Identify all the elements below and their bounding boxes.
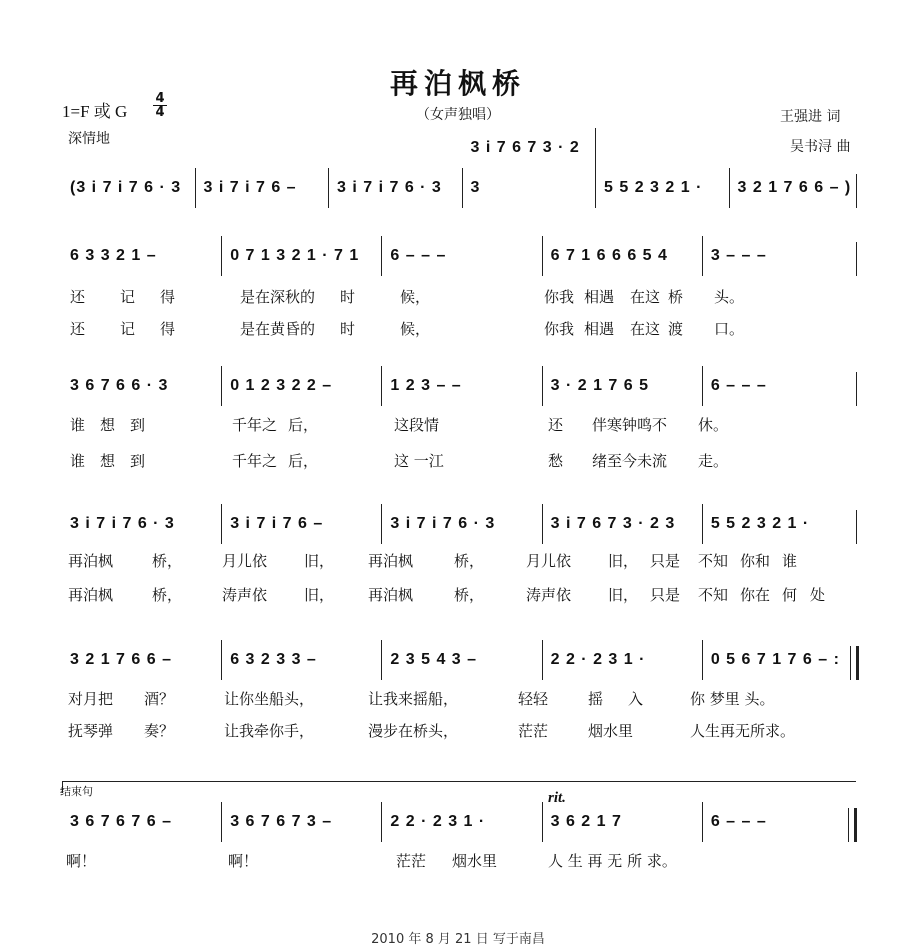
measure: 3 i 7 i 7 6 – — [196, 168, 330, 208]
measure: 5 5 2 3 2 1 · — [596, 168, 730, 208]
lyric: 候， — [400, 288, 431, 306]
lyric: 走。 — [698, 452, 729, 470]
lyrics-verse-2 — [62, 450, 862, 472]
lyric: 烟水里 — [588, 722, 634, 740]
lyrics-verse-2 — [62, 318, 862, 340]
lyric: 旧， — [304, 552, 335, 570]
lyric: 相遇 — [584, 288, 615, 306]
lyricist-credit: 王强进 词 — [780, 109, 841, 125]
lyric: 让我牵你手， — [224, 722, 315, 740]
lyric: 你我 — [544, 320, 575, 338]
lyric: 得 — [160, 320, 176, 338]
lyric: 再泊枫 — [368, 552, 414, 570]
lyric: 旧， — [608, 586, 639, 604]
time-signature-bottom: 4 — [155, 105, 165, 120]
lyric: 还 — [70, 320, 86, 338]
measure: 3 – – – — [710, 247, 767, 264]
measure: (3 i 7 i 7 6 · 3 — [62, 168, 196, 208]
measure: 3 i 7 i 7 6 – — [222, 504, 382, 544]
lyric: 相遇 — [584, 320, 615, 338]
measure: 3 6 7 6 6 · 3 — [62, 366, 222, 406]
barline — [856, 372, 857, 406]
lyric: 绪至今未流 — [592, 452, 668, 470]
lyric: 旧， — [304, 586, 335, 604]
barline — [856, 510, 857, 544]
lyric: 时 — [340, 320, 356, 338]
measure: 0 7 1 3 2 1 · 7 1 — [222, 236, 382, 276]
lyric: 你我 — [544, 288, 575, 306]
lyric: 轻轻 — [518, 690, 549, 708]
time-signature-top: 4 — [153, 92, 167, 106]
measure: 1 2 3 – – — [382, 366, 542, 406]
lyric: 茫茫 — [518, 722, 549, 740]
measure: 3 · 2 1 7 6 5 — [543, 366, 703, 406]
lyric: 桥， — [152, 586, 183, 604]
lyric: 谁 — [70, 452, 86, 470]
lyric: 再泊枫 — [68, 586, 114, 604]
lyric: 还 — [70, 288, 86, 306]
lyric: 千年之 — [232, 416, 278, 434]
notation-line — [62, 366, 862, 406]
song-title: 再泊枫桥 — [389, 67, 526, 100]
lyric: 是在黄昏的 — [240, 320, 316, 338]
notation-line — [62, 640, 862, 680]
lyric: 再泊枫 — [368, 586, 414, 604]
lyric: 桥， — [454, 586, 485, 604]
lyric: 桥， — [152, 552, 183, 570]
lyric: 后， — [288, 452, 319, 470]
lyric: 让我来摇船， — [368, 690, 459, 708]
lyric: 你和 — [740, 552, 771, 570]
barline — [856, 242, 857, 276]
lyric: 再泊枫 — [68, 552, 114, 570]
ritardando-marking: rit. — [548, 790, 566, 806]
lyric: 这段情 — [394, 416, 440, 434]
lyric: 只是 — [650, 586, 681, 604]
measure: 3 6 2 1 7 — [543, 802, 703, 842]
measure: 0 1 2 3 2 2 – — [222, 366, 382, 406]
lyric: 在这 — [630, 320, 661, 338]
measure: 6 – – – — [710, 377, 767, 394]
lyric: 涛声依 — [526, 586, 572, 604]
measure: 3 2 1 7 6 6 – ) — [737, 179, 852, 196]
lyric: 这 一江 — [394, 452, 444, 470]
measure: 6 7 1 6 6 6 5 4 — [543, 236, 703, 276]
footer-note: 2010 年 8 月 21 日 写于南昌 — [371, 932, 545, 947]
measure: 6 3 2 3 3 – — [222, 640, 382, 680]
measure: 3 i 7 6 7 3 · 2 3 — [543, 504, 703, 544]
lyric: 只是 — [650, 552, 681, 570]
lyric: 啊！ — [66, 852, 97, 870]
coda-bracket-line — [62, 781, 856, 782]
measure: 6 – – – — [710, 813, 767, 830]
lyric: 不知 — [698, 552, 729, 570]
lyric: 桥， — [454, 552, 485, 570]
lyric: 你在 — [740, 586, 771, 604]
lyric: 伴寒钟鸣不 — [592, 416, 668, 434]
lyric: 休。 — [698, 416, 729, 434]
lyric: 得 — [160, 288, 176, 306]
barline — [856, 174, 857, 208]
lyric: 处 — [810, 586, 826, 604]
measure: 3 i 7 6 7 3 · 2 3 — [463, 128, 597, 208]
lyric: 是在深秋的 — [240, 288, 316, 306]
coda-label: 结束句 — [60, 785, 93, 798]
lyric: 对月把 — [68, 690, 114, 708]
measure: 2 3 5 4 3 – — [382, 640, 542, 680]
tempo-marking: 深情地 — [68, 131, 110, 147]
lyric: 烟水里 — [452, 852, 498, 870]
repeat-barline-thick — [856, 646, 859, 680]
notation-line — [62, 504, 862, 544]
lyric: 愁 — [548, 452, 564, 470]
lyric: 茫茫 — [396, 852, 427, 870]
lyric: 啊！ — [228, 852, 259, 870]
final-barline-thick — [854, 808, 857, 842]
lyric: 摇 — [588, 690, 604, 708]
lyric: 还 — [548, 416, 564, 434]
measure: 2 2 · 2 3 1 · — [543, 640, 703, 680]
lyric: 入 — [628, 690, 644, 708]
lyric: 抚琴弹 — [68, 722, 114, 740]
lyric: 候， — [400, 320, 431, 338]
lyric: 月儿依 — [222, 552, 268, 570]
lyrics-verse-2 — [62, 720, 862, 742]
lyrics-verse-1 — [62, 286, 862, 308]
lyric: 人生再无所求。 — [690, 722, 796, 740]
composer-credit: 吴书浔 曲 — [790, 139, 851, 155]
repeat-barline — [850, 646, 851, 680]
notation-line — [62, 236, 862, 276]
lyric: 月儿依 — [526, 552, 572, 570]
lyric: 让你坐船头， — [224, 690, 315, 708]
lyric: 不知 — [698, 586, 729, 604]
measure: 3 6 7 6 7 6 – — [62, 802, 222, 842]
measure: 6 – – – — [382, 236, 542, 276]
lyric: 谁 — [70, 416, 86, 434]
lyric: 头。 — [714, 288, 745, 306]
measure: 0 5 6 7 1 7 6 – : — [710, 651, 840, 668]
measure: 3 i 7 i 7 6 · 3 — [62, 504, 222, 544]
key-signature: 1=F 或 G — [62, 102, 128, 121]
lyric: 记 — [120, 288, 136, 306]
lyric: 你 梦里 头。 — [690, 690, 775, 708]
lyric: 涛声依 — [222, 586, 268, 604]
lyrics-verse-1 — [62, 688, 862, 710]
lyrics-coda — [62, 850, 862, 872]
lyrics-verse-2 — [62, 584, 862, 606]
lyric: 奏？ — [144, 722, 175, 740]
lyric: 在这 — [630, 288, 661, 306]
lyric: 想 — [100, 452, 116, 470]
lyric: 后， — [288, 416, 319, 434]
lyric: 酒？ — [144, 690, 175, 708]
lyric: 漫步在桥头， — [368, 722, 459, 740]
measure: 3 i 7 i 7 6 · 3 — [382, 504, 542, 544]
lyric: 千年之 — [232, 452, 278, 470]
lyric: 桥 — [668, 288, 684, 306]
final-barline-thin — [848, 808, 849, 842]
lyrics-verse-1 — [62, 414, 862, 436]
measure: 2 2 · 2 3 1 · — [382, 802, 542, 842]
lyric: 口。 — [714, 320, 745, 338]
measure: 3 2 1 7 6 6 – — [62, 640, 222, 680]
lyric: 旧， — [608, 552, 639, 570]
measure: 3 i 7 i 7 6 · 3 — [329, 168, 463, 208]
song-subtitle: （女声独唱） — [416, 107, 500, 123]
lyric: 渡 — [668, 320, 684, 338]
lyric: 到 — [130, 452, 146, 470]
lyric: 想 — [100, 416, 116, 434]
lyric: 人 生 再 无 所 求。 — [548, 852, 677, 870]
measure: 3 6 7 6 7 3 – — [222, 802, 382, 842]
measure: 5 5 2 3 2 1 · — [710, 515, 810, 532]
measure: 6 3 3 2 1 – — [62, 236, 222, 276]
lyric: 到 — [130, 416, 146, 434]
notation-line — [62, 802, 862, 842]
time-signature — [153, 92, 167, 119]
lyric: 时 — [340, 288, 356, 306]
lyrics-verse-1 — [62, 550, 862, 572]
lyric: 何 — [782, 586, 798, 604]
lyric: 记 — [120, 320, 136, 338]
lyric: 谁 — [782, 552, 798, 570]
